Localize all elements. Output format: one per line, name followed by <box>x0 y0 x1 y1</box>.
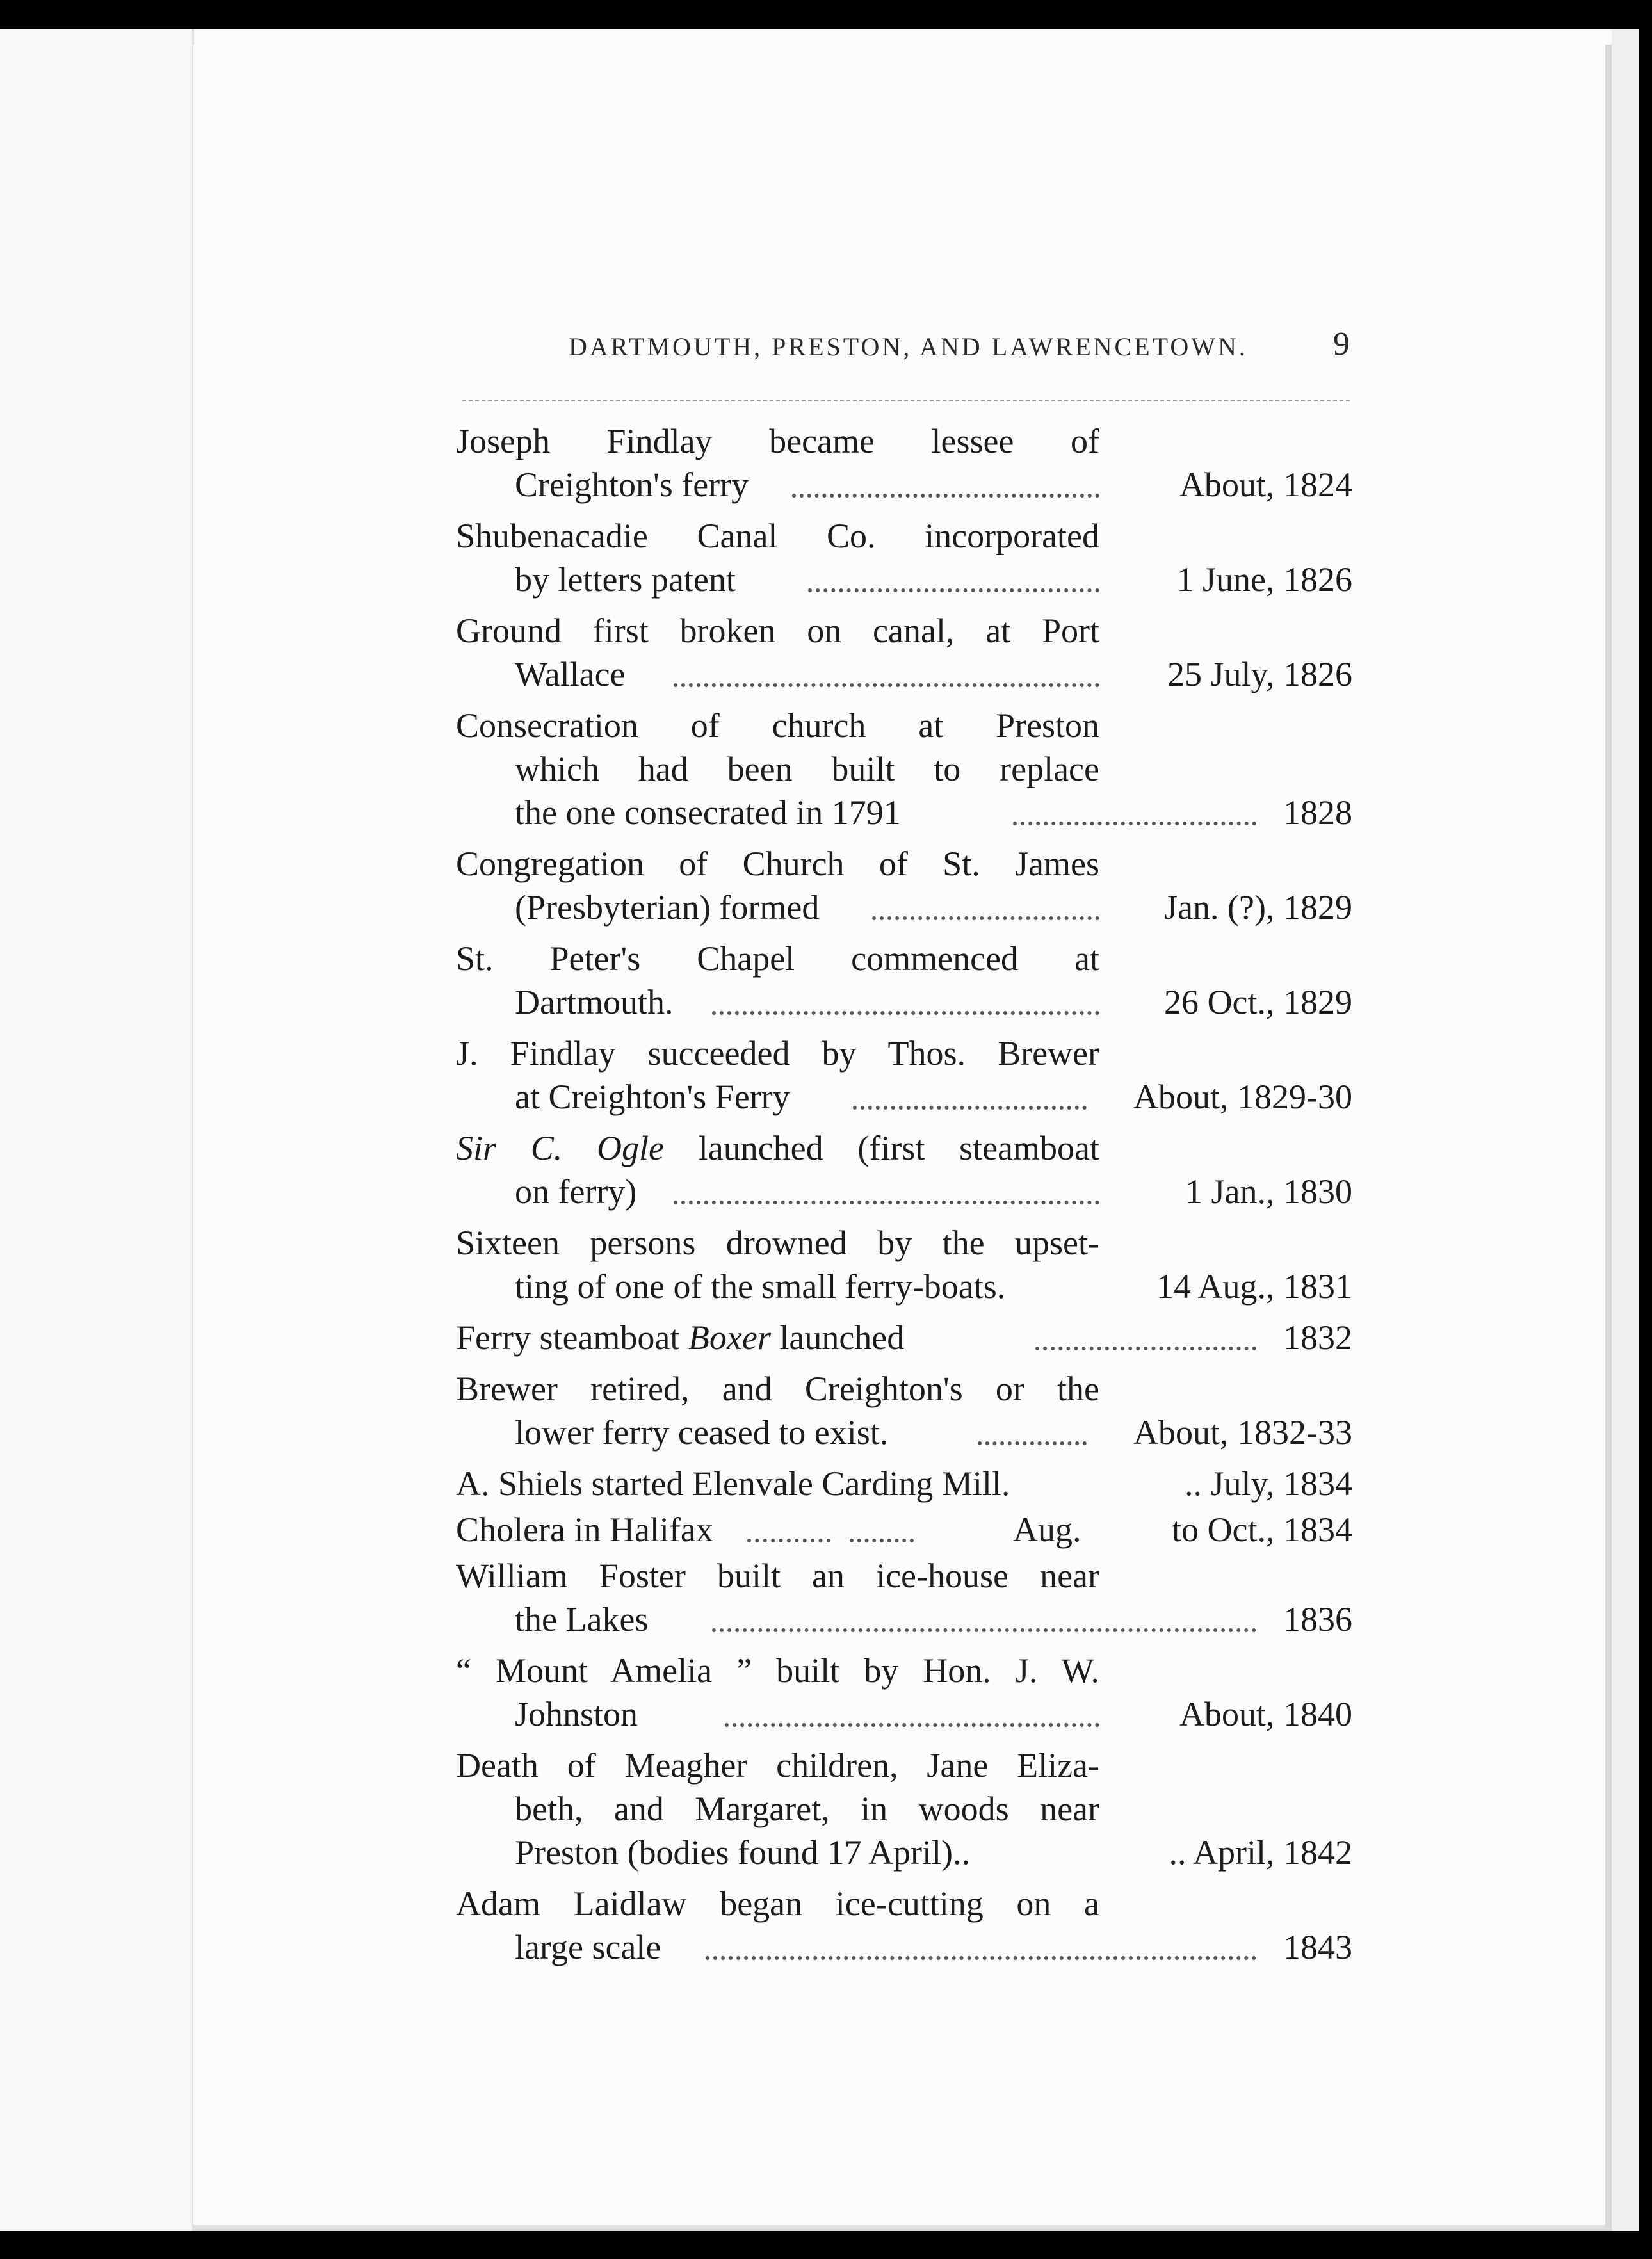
list-item <box>456 1508 1352 1551</box>
entry-date: About, 1829-30 <box>1133 1078 1352 1116</box>
entry-text: Ground first broken on canal, at Port <box>456 611 1099 650</box>
list-item <box>456 704 1352 834</box>
entry-date: 1828 <box>1283 793 1352 832</box>
running-head <box>569 325 1350 364</box>
entry-text: Ferry steamboat <box>456 1318 688 1357</box>
entry-date: 1832 <box>1283 1318 1352 1357</box>
entry-text: Congregation of Church of St. James <box>456 845 1099 883</box>
entry-date: .. April, 1842 <box>1169 1833 1352 1872</box>
entry-text: on ferry) <box>515 1172 637 1211</box>
entry-text: the one consecrated in 1791 <box>515 793 901 832</box>
dot-leader <box>978 1441 1087 1445</box>
dot-leader <box>712 1628 1256 1632</box>
dot-leader <box>706 1956 1256 1960</box>
vessel-name: Boxer <box>688 1318 771 1357</box>
list-item <box>456 609 1352 696</box>
running-head-title: DARTMOUTH, PRESTON, AND LAWRENCETOWN. <box>569 332 1248 361</box>
entry-date: About, 1840 <box>1179 1695 1352 1733</box>
dot-leader <box>872 916 1099 920</box>
entry-text: Creighton's ferry <box>515 466 749 504</box>
list-item <box>456 842 1352 929</box>
list-item <box>456 1649 1352 1736</box>
dot-leader <box>1013 822 1256 825</box>
dot-leader <box>850 1539 914 1542</box>
entry-text: A. Shiels started Elenvale Carding Mill. <box>456 1464 1010 1503</box>
entry-text: Wallace <box>515 655 626 693</box>
dot-leader <box>808 588 1099 592</box>
entry-text: Brewer retired, and Creighton's or the <box>456 1370 1099 1408</box>
list-item <box>456 1462 1352 1505</box>
entry-text: Joseph Findlay became lessee of <box>456 422 1099 460</box>
entry-text: Cholera in Halifax <box>456 1510 713 1549</box>
entry-date: 1 June, 1826 <box>1176 560 1352 599</box>
entry-date: 26 Oct., 1829 <box>1164 983 1352 1021</box>
entry-date: 1 Jan., 1830 <box>1185 1172 1352 1211</box>
previous-leaf-edge <box>0 29 194 2231</box>
entry-date: 14 Aug., 1831 <box>1156 1267 1352 1306</box>
list-item <box>456 419 1352 506</box>
entry-text: beth, and Margaret, in woods near <box>515 1790 1099 1828</box>
entry-text: J. Findlay succeeded by Thos. Brewer <box>456 1034 1099 1073</box>
entry-text: Consecration of church at Preston <box>456 706 1099 745</box>
entry-date: About, 1832-33 <box>1133 1413 1352 1452</box>
entry-text: Dartmouth. <box>515 983 674 1021</box>
entry-text-with-italic <box>456 1316 1099 1359</box>
entry-text: by letters patent <box>515 560 736 599</box>
entry-text-with-italic <box>456 1126 1099 1170</box>
entry-text: Death of Meagher children, Jane Eliza- <box>456 1746 1099 1785</box>
dot-leader <box>674 1201 1099 1204</box>
entry-text: St. Peter's Chapel commenced at <box>456 939 1099 978</box>
list-item <box>456 514 1352 601</box>
entry-text: Adam Laidlaw began ice-cutting on a <box>456 1884 1099 1923</box>
dot-leader <box>747 1539 830 1542</box>
list-item <box>456 1554 1352 1641</box>
dot-leader <box>853 1106 1087 1110</box>
list-item <box>456 1126 1352 1213</box>
entry-date: 1843 <box>1283 1928 1352 1966</box>
entry-text: lower ferry ceased to exist. <box>515 1413 889 1452</box>
page-number: 9 <box>1333 326 1350 362</box>
list-item <box>456 937 1352 1024</box>
list-item <box>456 1316 1352 1359</box>
entry-text: “ Mount Amelia ” built by Hon. J. W. <box>456 1651 1099 1690</box>
entry-date: to Oct., 1834 <box>1172 1510 1352 1549</box>
entry-date: 25 July, 1826 <box>1167 655 1352 693</box>
entry-text: ting of one of the small ferry-boats. <box>515 1267 1006 1306</box>
list-item <box>456 1221 1352 1308</box>
entry-text: at Creighton's Ferry <box>515 1078 790 1116</box>
list-item <box>456 1032 1352 1119</box>
chronology-list <box>456 419 1352 1977</box>
dot-leader <box>712 1011 1099 1015</box>
header-rule <box>462 400 1350 401</box>
dot-leader <box>674 683 1099 687</box>
entry-text: Preston (bodies found 17 April).. <box>515 1833 970 1872</box>
dot-leader <box>792 494 1099 498</box>
list-item <box>456 1744 1352 1874</box>
dot-leader <box>725 1723 1099 1727</box>
entry-text: Shubenacadie Canal Co. incorporated <box>456 517 1099 555</box>
entry-text: launched <box>770 1318 905 1357</box>
list-item <box>456 1367 1352 1454</box>
entry-text: the Lakes <box>515 1600 649 1639</box>
vessel-name: Sir C. Ogle <box>456 1129 664 1167</box>
entry-text: William Foster built an ice-house near <box>456 1557 1099 1595</box>
entry-date: About, 1824 <box>1179 466 1352 504</box>
entry-date: 1836 <box>1283 1600 1352 1639</box>
entry-text: Johnston <box>515 1695 638 1733</box>
entry-text: which had been built to replace <box>515 750 1099 788</box>
entry-text: large scale <box>515 1928 661 1966</box>
entry-text: (Presbyterian) formed <box>515 888 820 927</box>
entry-text: Sixteen persons drowned by the upset- <box>456 1224 1099 1262</box>
entry-date: Jan. (?), 1829 <box>1164 888 1352 927</box>
entry-date-prefix: Aug. <box>1013 1510 1081 1549</box>
dot-leader <box>1035 1347 1256 1350</box>
scan-edge-strip <box>1612 29 1639 2231</box>
entry-text: launched (first steamboat <box>663 1129 1099 1167</box>
entry-date: .. July, 1834 <box>1184 1464 1352 1503</box>
list-item <box>456 1882 1352 1969</box>
